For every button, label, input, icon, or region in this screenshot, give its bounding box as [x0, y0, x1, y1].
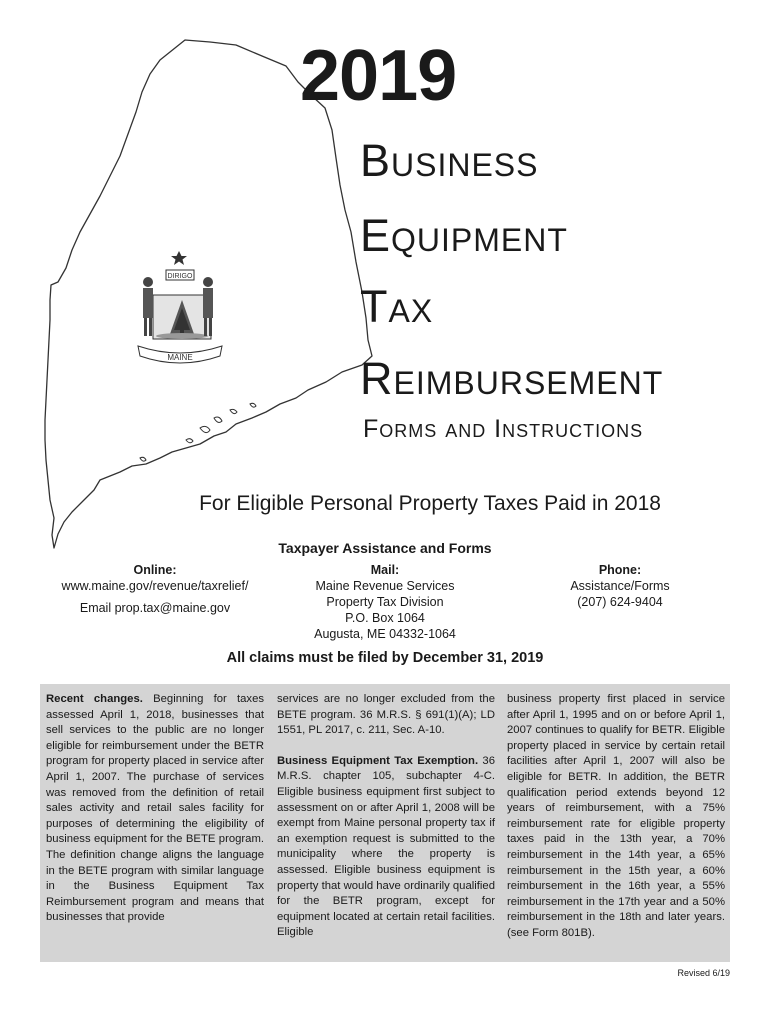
info-column-3 [507, 692, 725, 942]
online-url-link[interactable]: www.maine.gov/revenue/taxrelief/ [61, 579, 249, 593]
info-column-2 [277, 692, 495, 941]
betr-text: business property first placed in service after April 1, 1995 and on or before April 1, 2007 continues to qualify for BETR. Eligible property placed in service by certain retail facilities after April 1, 2007 will also be eligible for BETR. In addition, the BETR qualification period extends beyond 12 years of reimbursement, with a 75% reimbursement rate for eligible property taxes paid in the 13th year, a 70% reimbursement in the 14th year, a 65% reimbursement in the 15th year, a 60% reimbursement in the 16th year, a 55% reimbursement in the 17th year and a 50% reimbursement in the 18th and later years. (see Form 801B). [507, 693, 725, 939]
seal-banner: DIRIGO [167, 273, 193, 280]
phone-number: (207) 624-9404 [577, 595, 663, 609]
contact-mail [290, 562, 480, 642]
bete-text: 36 M.R.S. chapter 105, subchapter 4-C. Eligible business equipment first subject to assessment on or after April 1, 2008 will be exempt from Maine personal property tax if an exemption request is submitted to the municipality where the property is assessed. Eligible business equipment is property that would have ordinarily qualified for the BETR program, except for equipment located at certain retail facilities. Eligible [277, 754, 495, 939]
filing-deadline: All claims must be filed by December 31, 2019 [226, 650, 544, 666]
title-line-reimbursement: Reimbursement [360, 353, 664, 404]
info-box [40, 684, 730, 962]
title-line-tax: Tax [360, 281, 434, 332]
phone-line: Assistance/Forms [570, 579, 670, 593]
seal-scroll: MAINE [167, 353, 193, 362]
mail-label: Mail: [370, 563, 400, 577]
maine-seal-icon [138, 251, 222, 363]
online-email-link[interactable]: Email prop.tax@maine.gov [79, 601, 231, 615]
revision-note: Revised 6/19 [677, 968, 730, 978]
year-heading: 2019 [300, 36, 457, 116]
mail-line: P.O. Box 1064 [345, 611, 425, 625]
recent-changes-text: Beginning for taxes assessed April 1, 2018, businesses that sell services to the public are no longer eligible for reimbursement under the BETR program for property placed in service after April 1, 2007. The purchase of services was removed from the definition of retail sales activity and retail sales facility for purposes of determining the eligibility of business equipment for the BETE program. The definition change aligns the language in the BETE program with similar language in the Business Equipment Tax Reimbursement program and means that businesses that provide [46, 693, 264, 924]
bete-heading: Business Equipment Tax Exemption. [277, 754, 479, 767]
recent-changes-heading: Recent changes. [46, 693, 143, 705]
title-line-equipment: Equipment [360, 210, 568, 261]
online-label: Online: [133, 563, 177, 577]
mail-line: Maine Revenue Services [315, 579, 455, 593]
bete-statute-text: services are no longer excluded from the BETE program. 36 M.R.S. § 691(1)(A); LD 1551, PL 2017, c. 211, Sec. A-10. [277, 693, 495, 737]
info-column-1 [46, 692, 264, 926]
contact-heading: Taxpayer Assistance and Forms [278, 540, 492, 556]
contact-online [40, 562, 270, 616]
mail-line: Augusta, ME 04332-1064 [314, 627, 456, 641]
mail-line: Property Tax Division [326, 595, 444, 609]
tagline: For Eligible Personal Property Taxes Paid in 2018 [199, 492, 661, 515]
contact-phone [530, 562, 710, 610]
title-line-business: Business [360, 135, 539, 186]
phone-label: Phone: [598, 563, 642, 577]
subtitle: Forms and Instructions [363, 415, 644, 443]
